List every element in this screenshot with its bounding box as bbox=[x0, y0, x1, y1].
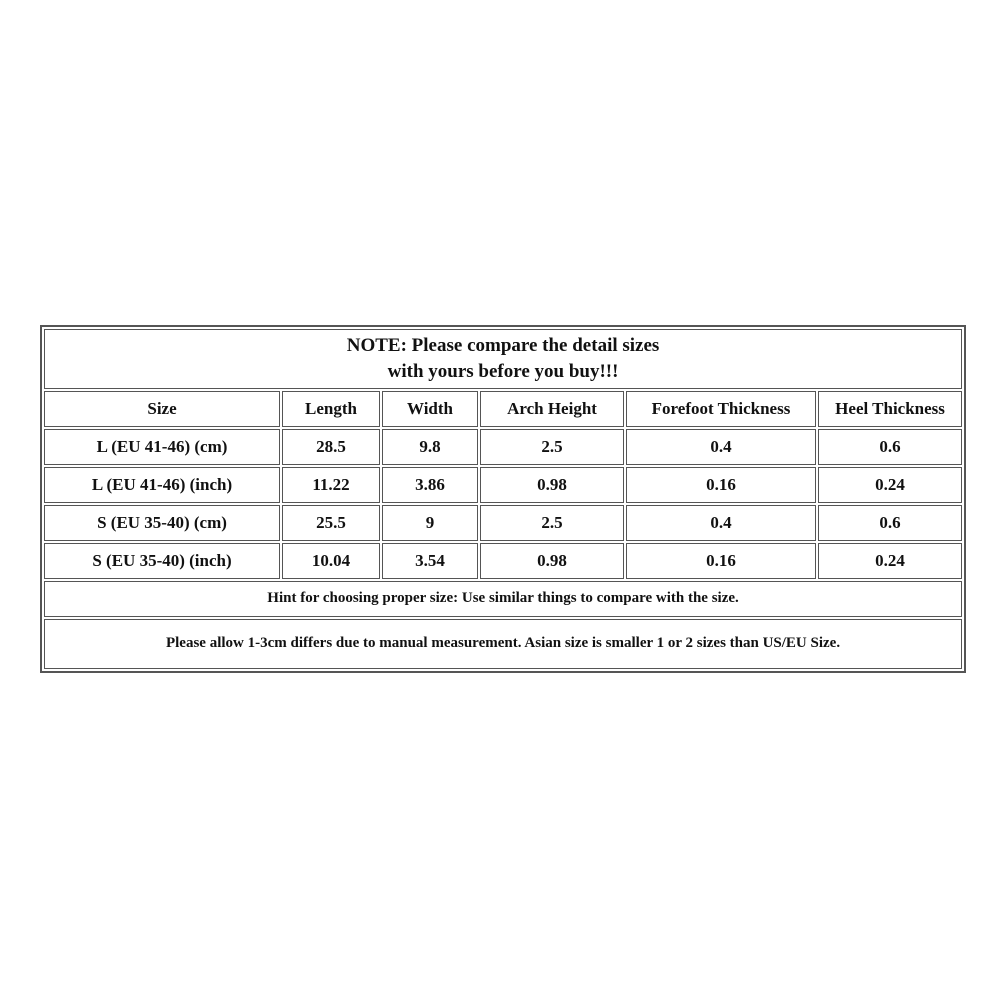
header-width: Width bbox=[382, 391, 478, 427]
cell-length: 10.04 bbox=[282, 543, 380, 579]
header-row bbox=[44, 391, 962, 427]
header-size: Size bbox=[44, 391, 280, 427]
cell-width: 3.54 bbox=[382, 543, 478, 579]
note-row bbox=[44, 329, 962, 389]
cell-heel-thickness: 0.24 bbox=[818, 467, 962, 503]
cell-size: S (EU 35-40) (cm) bbox=[44, 505, 280, 541]
cell-forefoot-thickness: 0.4 bbox=[626, 429, 816, 465]
cell-size: L (EU 41-46) (cm) bbox=[44, 429, 280, 465]
cell-length: 28.5 bbox=[282, 429, 380, 465]
cell-forefoot-thickness: 0.16 bbox=[626, 467, 816, 503]
table-row bbox=[44, 429, 962, 465]
header-forefoot-thickness: Forefoot Thickness bbox=[626, 391, 816, 427]
cell-width: 9.8 bbox=[382, 429, 478, 465]
hint-text: Hint for choosing proper size: Use similar things to compare with the size. bbox=[44, 581, 962, 617]
cell-width: 9 bbox=[382, 505, 478, 541]
cell-length: 11.22 bbox=[282, 467, 380, 503]
cell-size: S (EU 35-40) (inch) bbox=[44, 543, 280, 579]
note-line-1: NOTE: Please compare the detail sizes bbox=[346, 334, 660, 356]
table-row bbox=[44, 543, 962, 579]
cell-heel-thickness: 0.6 bbox=[818, 429, 962, 465]
cell-arch-height: 2.5 bbox=[480, 505, 624, 541]
table-row bbox=[44, 505, 962, 541]
cell-width: 3.86 bbox=[382, 467, 478, 503]
hint-row bbox=[44, 581, 962, 617]
cell-arch-height: 2.5 bbox=[480, 429, 624, 465]
header-heel-thickness: Heel Thickness bbox=[818, 391, 962, 427]
cell-size: L (EU 41-46) (inch) bbox=[44, 467, 280, 503]
cell-forefoot-thickness: 0.16 bbox=[626, 543, 816, 579]
allowance-row bbox=[44, 619, 962, 669]
note-cell bbox=[44, 329, 962, 389]
header-length: Length bbox=[282, 391, 380, 427]
size-chart-table bbox=[40, 325, 966, 673]
note-line-2: with yours before you buy!!! bbox=[387, 360, 619, 382]
cell-arch-height: 0.98 bbox=[480, 467, 624, 503]
cell-arch-height: 0.98 bbox=[480, 543, 624, 579]
table-row bbox=[44, 467, 962, 503]
header-arch-height: Arch Height bbox=[480, 391, 624, 427]
allowance-text: Please allow 1-3cm differs due to manual measurement. Asian size is smaller 1 or 2 sizes than US/EU Size. bbox=[44, 619, 962, 669]
cell-heel-thickness: 0.6 bbox=[818, 505, 962, 541]
cell-heel-thickness: 0.24 bbox=[818, 543, 962, 579]
cell-length: 25.5 bbox=[282, 505, 380, 541]
cell-forefoot-thickness: 0.4 bbox=[626, 505, 816, 541]
